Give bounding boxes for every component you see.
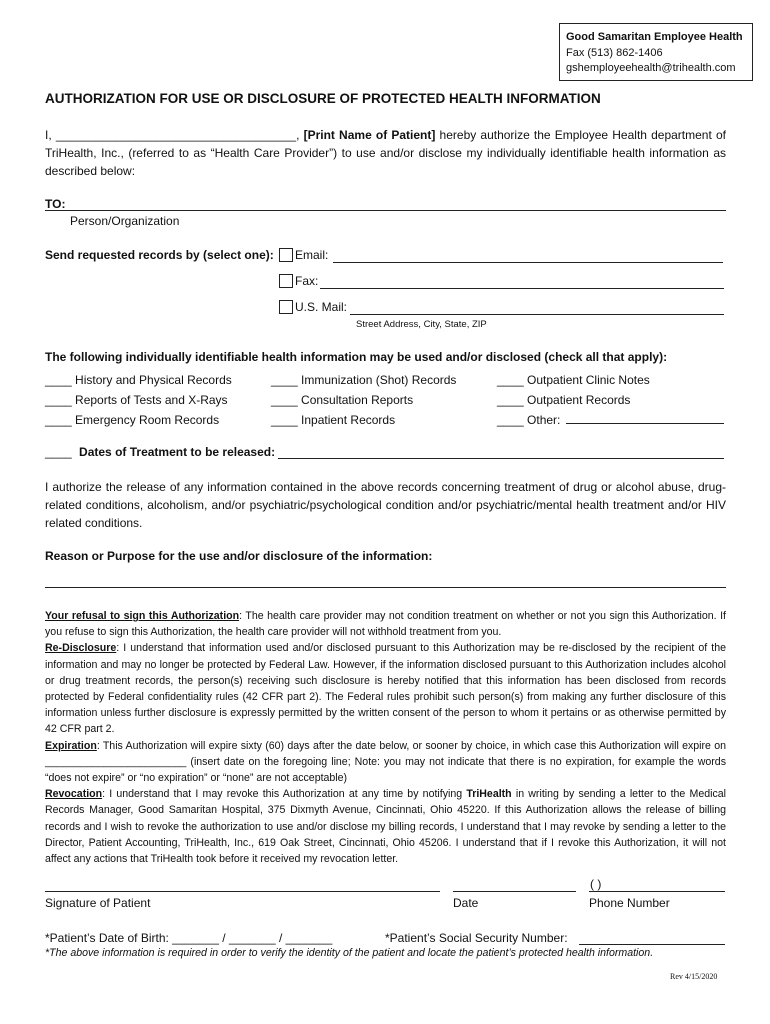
contact-box [559,23,753,81]
print-name-label: [Print Name of Patient] [303,128,436,142]
phone-label: Phone Number [589,896,670,910]
signature-field[interactable] [45,891,440,892]
records-heading: The following individually identifiable health information may be used and/or disclosed (check all that apply): [45,350,668,364]
dob-field[interactable]: *Patient’s Date of Birth: _______ / _______ / _______ [45,931,333,945]
email-field[interactable] [333,262,723,263]
record-option[interactable]: ____ Emergency Room Records [45,413,220,427]
reason-label: Reason or Purpose for the use and/or disclosure of the information: [45,549,433,563]
record-option[interactable]: ____ Outpatient Clinic Notes [497,373,650,387]
expiration-text: : This Authorization will expire sixty (60) days after the date below, or sooner by choice, in which case this Authorization will expire on ________________________ (insert date on the foregoing line; Note: you may not indicate that there is no expiration, for example the words “does not expire” or “no expiration” or “none” are not acceptable) [45,739,726,785]
dates-check[interactable]: ____ [45,445,72,459]
expiration-paragraph [45,738,726,787]
revocation-text-1: : I understand that I may revoke this Authorization at any time by notifying [102,788,467,801]
expiration-heading: Expiration [45,739,97,752]
revocation-text-2: in writing by sending a letter to the Medical Records Manager, Good Samaritan Hospital, 375 Dixmyth Avenue, Cincinnati, Ohio 45220. If this Authorization allows the release of billing records and I wish to revoke the authorization to use and/or disclose my billing records, I understand that I may revoke by sending a letter to the Director, Patient Accounting, TriHealth, Inc., 619 Oak Street, Cincinnati, Ohio 45206. I understand that if I revoke this Authorization, it will not affect any actions that TriHealth took before it received my revocation letter. [45,788,726,866]
records-col-3 [497,370,650,430]
revision-date: Rev 4/15/2020 [670,972,718,981]
date-field[interactable] [453,891,576,892]
fax-label: Fax: [295,274,319,288]
contact-org: Good Samaritan Employee Health [566,31,743,43]
intro-paragraph [45,126,726,180]
intro-i: I, [45,128,52,142]
mail-checkbox[interactable] [279,300,293,314]
record-option[interactable]: ____ Immunization (Shot) Records [271,373,457,387]
revocation-paragraph [45,786,726,867]
redisclosure-paragraph [45,640,726,737]
mail-sublabel: Street Address, City, State, ZIP [356,319,487,330]
record-option[interactable]: ____ Consultation Reports [271,393,414,407]
patient-name-field[interactable]: ____________________________________, [55,128,300,142]
signature-label: Signature of Patient [45,896,151,910]
revocation-bold: TriHealth [466,788,512,801]
record-option[interactable]: ____ History and Physical Records [45,373,232,387]
send-label: Send requested records by (select one): [45,248,274,262]
reason-field[interactable] [45,587,726,588]
email-label: Email: [295,248,329,262]
page-title: AUTHORIZATION FOR USE OR DISCLOSURE OF PROTECTED HEALTH INFORMATION [45,91,601,106]
phone-paren: ( ) [590,877,602,891]
record-option[interactable]: ____ Other: [497,413,561,427]
date-label: Date [453,896,479,910]
ssn-field[interactable] [579,944,725,945]
record-option[interactable]: ____ Outpatient Records [497,393,631,407]
revocation-heading: Revocation [45,788,103,801]
fax-field[interactable] [320,288,724,289]
refusal-text: : The health care provider may not condition treatment on whether or not you sign this Authorization. If you refuse to sign this Authorization, the health care provider will not withhold treatment from you. [45,610,727,639]
fax-checkbox[interactable] [279,274,293,288]
to-field[interactable] [45,210,726,211]
required-note: *The above information is required in order to verify the identity of the patient and locate the patient’s protected health information. [45,947,654,959]
other-field[interactable] [566,423,724,424]
mail-label: U.S. Mail: [295,300,348,314]
contact-email: gshemployeehealth@trihealth.com [566,62,736,74]
email-checkbox[interactable] [279,248,293,262]
dates-row [45,445,275,459]
contact-fax: Fax (513) 862-1406 [566,46,663,59]
records-col-2 [271,370,456,430]
to-label: TO: [45,197,66,211]
redisclosure-text: : I understand that information used and/or disclosed pursuant to this Authorization may be re-disclosed by the recipient of the information and may no longer be protected by Federal Law. However, if the information disclosed pursuant to this Authorization includes alcohol or drug treatment records, the person(s) receiving such disclosure is hereby notified that this information has been disclosed from records protected by Federal confidentiality rules (42 CFR part 2). The Federal rules prohibit such person(s) from making any further disclosure of this information unless further disclosure is expressly permitted by the written consent of the person to whom it pertains or as otherwise permitted by 42 CFR part 2. [45,642,726,736]
refusal-heading: Your refusal to sign this Authorization [45,610,240,622]
records-col-1 [45,370,232,430]
ssn-label: *Patient’s Social Security Number: [385,931,568,945]
mail-field[interactable] [350,314,724,315]
record-option[interactable]: ____ Reports of Tests and X-Rays [45,393,228,407]
refusal-paragraph [45,608,726,640]
dates-field[interactable] [278,458,724,459]
intro-text: hereby authorize the Employee Health department of TriHealth, Inc., (referred to as “Health Care Provider”) to use and/or disclose my individually identifiable health information as described below: [45,128,726,178]
to-sublabel: Person/Organization [70,214,180,228]
record-option[interactable]: ____ Inpatient Records [271,413,396,427]
phone-field[interactable] [589,891,725,892]
release-paragraph: I authorize the release of any information contained in the above records concerning treatment of drug or alcohol abuse, drug-related conditions, alcoholism, and/or psychiatric/psychological condition and/or psychiatric/mental health treatment and/or HIV related conditions. [45,480,726,530]
redisclosure-heading: Re-Disclosure [45,642,117,655]
dates-label: Dates of Treatment to be released: [79,445,276,459]
terms-block [45,608,726,867]
